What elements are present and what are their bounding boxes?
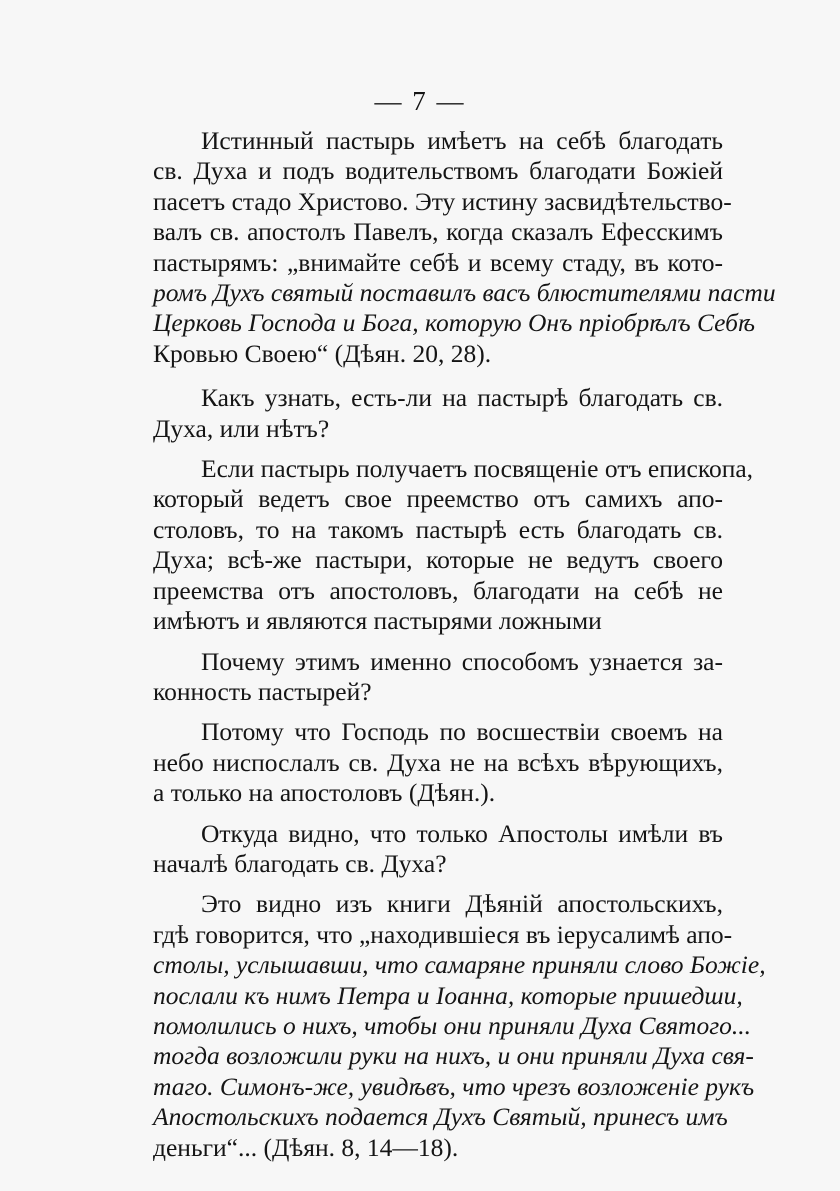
text-line: Откуда видно, что только Апостолы имѣли въ [201, 818, 723, 848]
text-line-quote: таго. Симонъ-же, увидѣвъ, что чрезъ возложеніе рукъ [153, 1071, 755, 1101]
text-line-quote: Апостольскихъ подается Духъ Святый, принесъ имъ [153, 1102, 728, 1132]
text-line: Если пастырь получаетъ посвященіе отъ епископа, [201, 454, 754, 484]
text-line: пастырямъ: „внимайте себѣ и всему стаду, въ кото- [153, 247, 723, 277]
text-line: который ведетъ свое преемство отъ самихъ апо- [153, 484, 723, 514]
text-line: Это видно изъ книги Дѣяній апостольскихъ, [201, 889, 723, 919]
answer-3 [153, 889, 766, 1163]
text-line: имѣютъ и являются пастырями ложными [153, 606, 602, 636]
text-line-quote: Церковь Господа и Бога, которую Онъ пріобрѣлъ Себѣ [153, 308, 755, 338]
text-line: деньги“... (Дѣян. 8, 14—18). [153, 1132, 459, 1162]
text-line: Истинный пастырь имѣетъ на себѣ благодать [201, 126, 723, 155]
question-2 [153, 647, 723, 708]
text-line: Духа; всѣ-же пастыри, которые не ведутъ своего [153, 545, 723, 575]
text-line-quote: послали къ нимъ Петра и Іоанна, которые пришедши, [153, 980, 743, 1010]
text-line: преемства отъ апостоловъ, благодати на себѣ не [153, 575, 723, 605]
answer-2 [153, 717, 723, 808]
text-line: Потому что Господь по восшествіи своемъ на [201, 717, 723, 747]
text-line-quote: тогда возложили руки на нихъ, и они приняли Духа свя- [153, 1041, 754, 1071]
text-line-quote: помолились о нихъ, чтобы они приняли Духа Святого... [153, 1010, 752, 1040]
text-line: столовъ, то на такомъ пастырѣ есть благодать св. [153, 514, 723, 544]
text-line: небо ниспослалъ св. Духа не на всѣхъ вѣрующихъ, [153, 747, 723, 777]
question-1 [153, 383, 723, 444]
text-line: Духа, или нѣтъ? [153, 413, 330, 443]
text-line: Какъ узнать, есть-ли на пастырѣ благодать св. [201, 383, 723, 413]
page-body [153, 126, 776, 1163]
text-line: пасетъ стадо Христово. Эту истину засвидѣтельство- [153, 186, 732, 216]
answer-1 [153, 454, 754, 636]
paragraph-1 [153, 126, 776, 369]
text-line-quote: ромъ Духъ святый поставилъ васъ блюстителями пасти [153, 278, 776, 308]
text-line-quote: столы, услышавши, что самаряне приняли слово Божіе, [153, 950, 766, 980]
text-line: началѣ благодать св. Духа? [153, 848, 447, 878]
page-number: — 7 — [374, 86, 466, 116]
text-line: конность пастырей? [153, 676, 372, 706]
text-line: гдѣ говорится, что „находившіеся въ іерусалимѣ апо- [153, 919, 733, 949]
text-line: Почему этимъ именно способомъ узнается за- [201, 646, 723, 676]
text-line: Кровью Своею“ (Дѣян. 20, 28). [153, 338, 492, 368]
text-line: св. Духа и подъ водительствомъ благодати Божіей [153, 156, 723, 186]
question-3 [153, 819, 723, 880]
text-line: а только на апостоловъ (Дѣян.). [153, 778, 496, 808]
text-line: валъ св. апостолъ Павелъ, когда сказалъ Ефесскимъ [153, 217, 723, 247]
